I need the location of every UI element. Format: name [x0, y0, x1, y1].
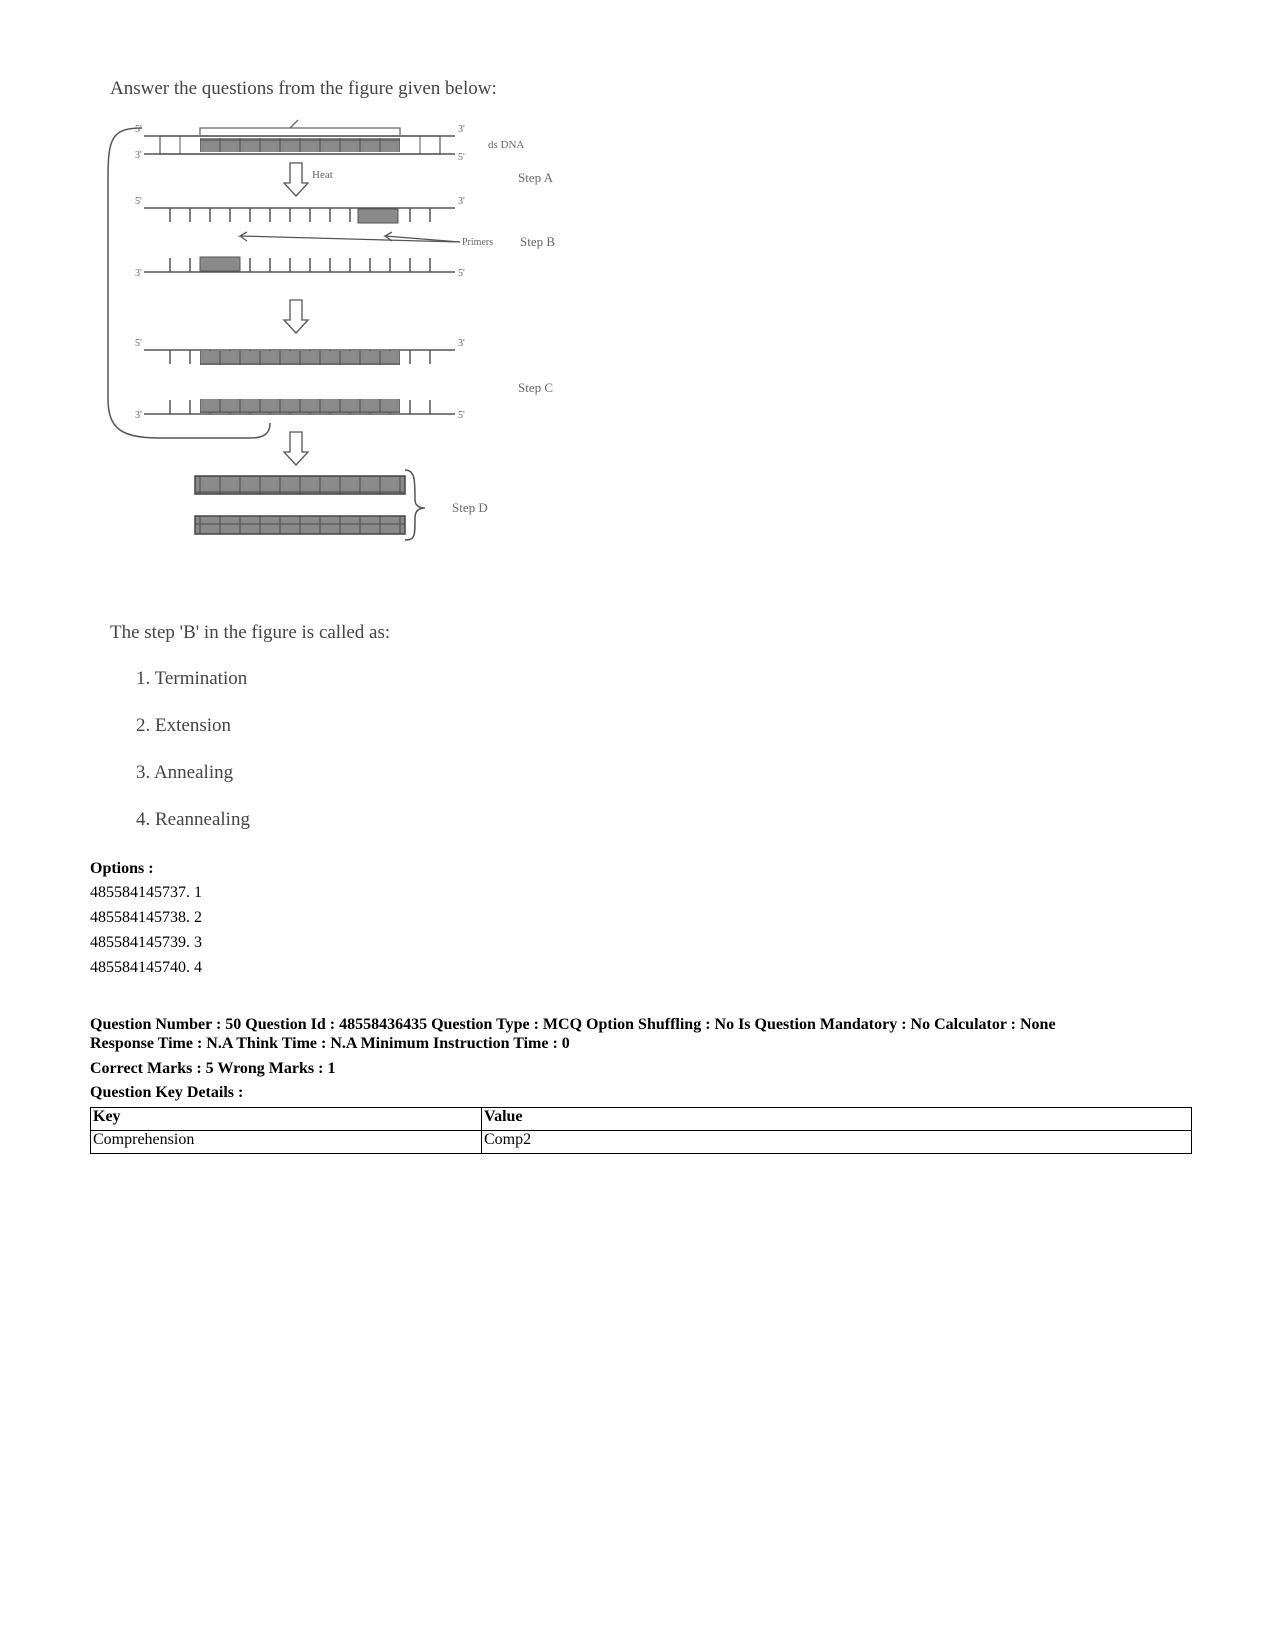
table-cell-key: Comprehension [91, 1131, 482, 1154]
label-step-c: Step C [518, 380, 554, 395]
label-step-b: Step B [520, 234, 556, 249]
marks-info: Correct Marks : 5 Wrong Marks : 1 [90, 1060, 336, 1077]
svg-text:5': 5' [458, 268, 465, 279]
cycle-loop-arrow [108, 128, 270, 438]
down-arrow-icon [284, 300, 308, 333]
option-item: 485584145737. 1 [90, 884, 202, 901]
option-item: 485584145738. 2 [90, 909, 202, 926]
column-header-key: Key [91, 1108, 482, 1131]
options-list [90, 884, 202, 984]
key-details-heading: Question Key Details : [90, 1084, 244, 1101]
table-header-row [91, 1108, 1192, 1131]
question-meta [90, 1015, 1205, 1053]
question-choices [136, 668, 250, 856]
pcr-product [195, 516, 405, 534]
pcr-product [195, 476, 405, 494]
label-5p: 5' [135, 124, 142, 135]
question-intro: Answer the questions from the figure given below: [110, 78, 497, 99]
svg-text:5': 5' [135, 196, 142, 207]
column-header-value: Value [482, 1108, 1192, 1131]
svg-text:3': 3' [458, 124, 465, 135]
choice-item: 2. Extension [136, 715, 231, 736]
svg-text:3': 3' [135, 268, 142, 279]
label-step-d: Step D [452, 500, 488, 515]
label-ds-dna: ds DNA [488, 139, 525, 151]
svg-text:5': 5' [458, 152, 465, 163]
question-image [100, 68, 620, 848]
extended-strand-top [200, 351, 400, 365]
svg-text:5': 5' [135, 338, 142, 349]
label-primers: Primers [462, 237, 494, 248]
choice-item: 1. Termination [136, 668, 248, 689]
ds-dna-target-region [200, 138, 400, 152]
question-text: The step 'B' in the figure is called as: [110, 622, 391, 643]
choice-item: 4. Reannealing [136, 809, 250, 830]
primer-top [358, 209, 398, 223]
question-meta-line1: Question Number : 50 Question Id : 48558436435 Question Type : MCQ Option Shuffling : No Is Question Mandatory : No Calculator : None [90, 1016, 1056, 1033]
option-item: 485584145739. 3 [90, 934, 202, 951]
option-item: 485584145740. 4 [90, 959, 202, 976]
key-details-table [90, 1107, 1192, 1154]
label-step-a: Step A [518, 170, 554, 185]
table-cell-value: Comp2 [482, 1131, 1192, 1154]
svg-text:5': 5' [458, 410, 465, 421]
label-heat: Heat [312, 169, 333, 181]
choice-item: 3. Annealing [136, 762, 234, 783]
options-heading: Options : [90, 860, 154, 877]
extended-strand-bottom [200, 399, 400, 413]
pcr-diagram [100, 108, 620, 608]
svg-text:3': 3' [135, 410, 142, 421]
table-row [91, 1131, 1192, 1154]
step-d-brace [405, 470, 425, 540]
svg-text:3': 3' [458, 338, 465, 349]
heat-arrow-icon [284, 163, 308, 196]
svg-text:3': 3' [135, 150, 142, 161]
question-meta-line2: Response Time : N.A Think Time : N.A Minimum Instruction Time : 0 [90, 1035, 570, 1052]
primer-bottom [200, 257, 240, 271]
svg-text:3': 3' [458, 196, 465, 207]
down-arrow-icon [284, 432, 308, 465]
